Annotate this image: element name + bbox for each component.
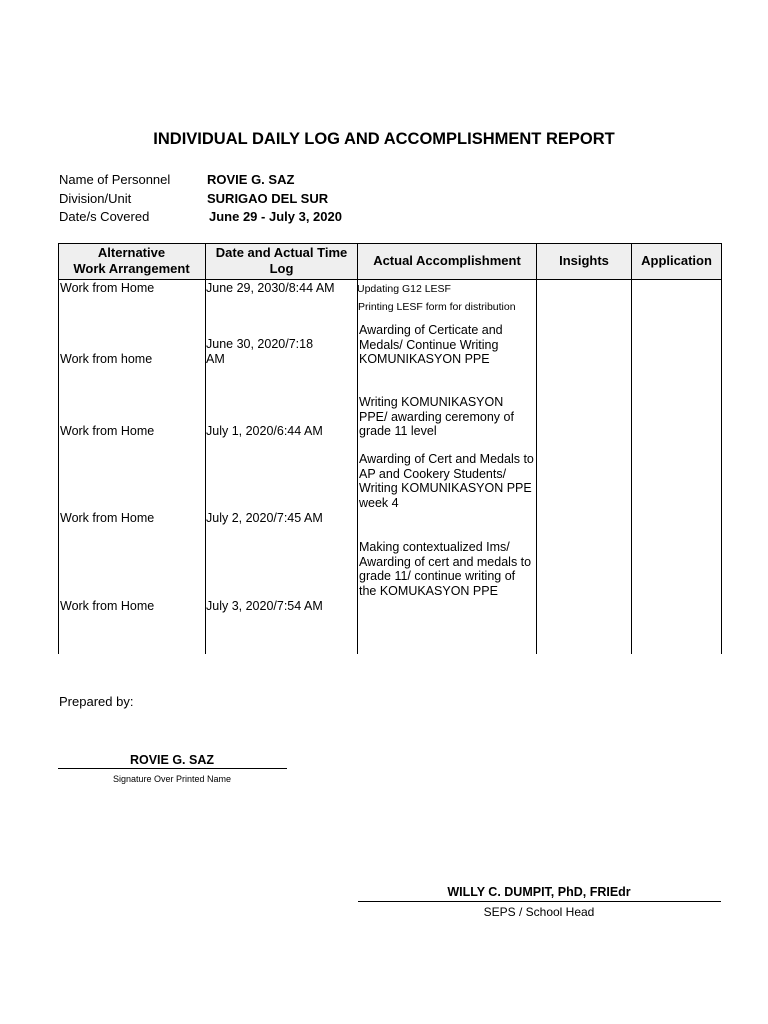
row4-arrangement: Work from Home [60, 511, 155, 525]
report-title: INDIVIDUAL DAILY LOG AND ACCOMPLISHMENT REPORT [153, 130, 615, 148]
row4-date: July 2, 2020/7:45 AM [206, 511, 323, 525]
header-arrangement-line2: Work Arrangement [73, 261, 190, 276]
signatory2-name: WILLY C. DUMPIT, PhD, FRIEdr [447, 885, 631, 899]
row5-arrangement: Work from Home [60, 599, 155, 613]
header-bottom-border [58, 279, 722, 280]
division-value: SURIGAO DEL SUR [207, 191, 329, 206]
accomplishment-table [58, 243, 722, 654]
signatory2-line [358, 901, 721, 902]
prepared-by-label: Prepared by: [59, 694, 134, 709]
header-arrangement [58, 243, 205, 279]
row2-date-line1: June 30, 2020/7:18 [206, 337, 314, 351]
row3-arrangement: Work from Home [60, 424, 155, 438]
row2-date-line2: AM [206, 352, 225, 366]
row1-accomplishment-b: Printing LESF form for distribution [358, 301, 516, 313]
division-label: Division/Unit [59, 191, 132, 206]
header-accomplishment: Actual Accomplishment [373, 253, 521, 268]
signatory2-role: SEPS / School Head [483, 905, 595, 919]
row3-accomplishment: Writing KOMUNIKASYON PPE/ awarding ceremony of grade 11 level [359, 395, 514, 438]
signatory1-caption: Signature Over Printed Name [112, 774, 232, 784]
row2-arrangement: Work from home [60, 352, 153, 366]
row1-accomplishment-a: Updating G12 LESF [357, 283, 451, 295]
header-date-line1: Date and Actual Time [215, 245, 348, 260]
row3-date: July 1, 2020/6:44 AM [206, 424, 323, 438]
row1-arrangement: Work from Home [60, 281, 155, 295]
signatory1-name: ROVIE G. SAZ [129, 753, 215, 767]
header-application: Application [641, 253, 712, 268]
dates-covered-label: Date/s Covered [59, 209, 150, 224]
dates-covered-value: June 29 - July 3, 2020 [209, 209, 342, 224]
table-border-right [721, 243, 722, 654]
header-date-line2: Log [269, 261, 294, 276]
personnel-name-value: ROVIE G. SAZ [207, 172, 295, 187]
column-divider [631, 243, 632, 654]
signatory1-line [58, 768, 287, 769]
row2-accomplishment: Awarding of Certicate and Medals/ Continue Writing KOMUNIKASYON PPE [359, 323, 503, 366]
row5-date: July 3, 2020/7:54 AM [206, 599, 323, 613]
table-border-left [58, 243, 59, 654]
column-divider [536, 243, 537, 654]
row4-accomplishment: Awarding of Cert and Medals to AP and Cookery Students/ Writing KOMUNIKASYON PPE week 4 [359, 452, 534, 510]
header-date-time [206, 243, 357, 279]
header-insights: Insights [559, 253, 609, 268]
column-divider [205, 243, 206, 654]
row1-date: June 29, 2030/8:44 AM [206, 281, 335, 295]
personnel-name-label: Name of Personnel [59, 172, 171, 187]
header-arrangement-line1: Alternative [97, 245, 166, 260]
row5-accomplishment: Making contextualized Ims/ Awarding of cert and medals to grade 11/ continue writing of the KOMUKASYON PPE [359, 540, 532, 598]
